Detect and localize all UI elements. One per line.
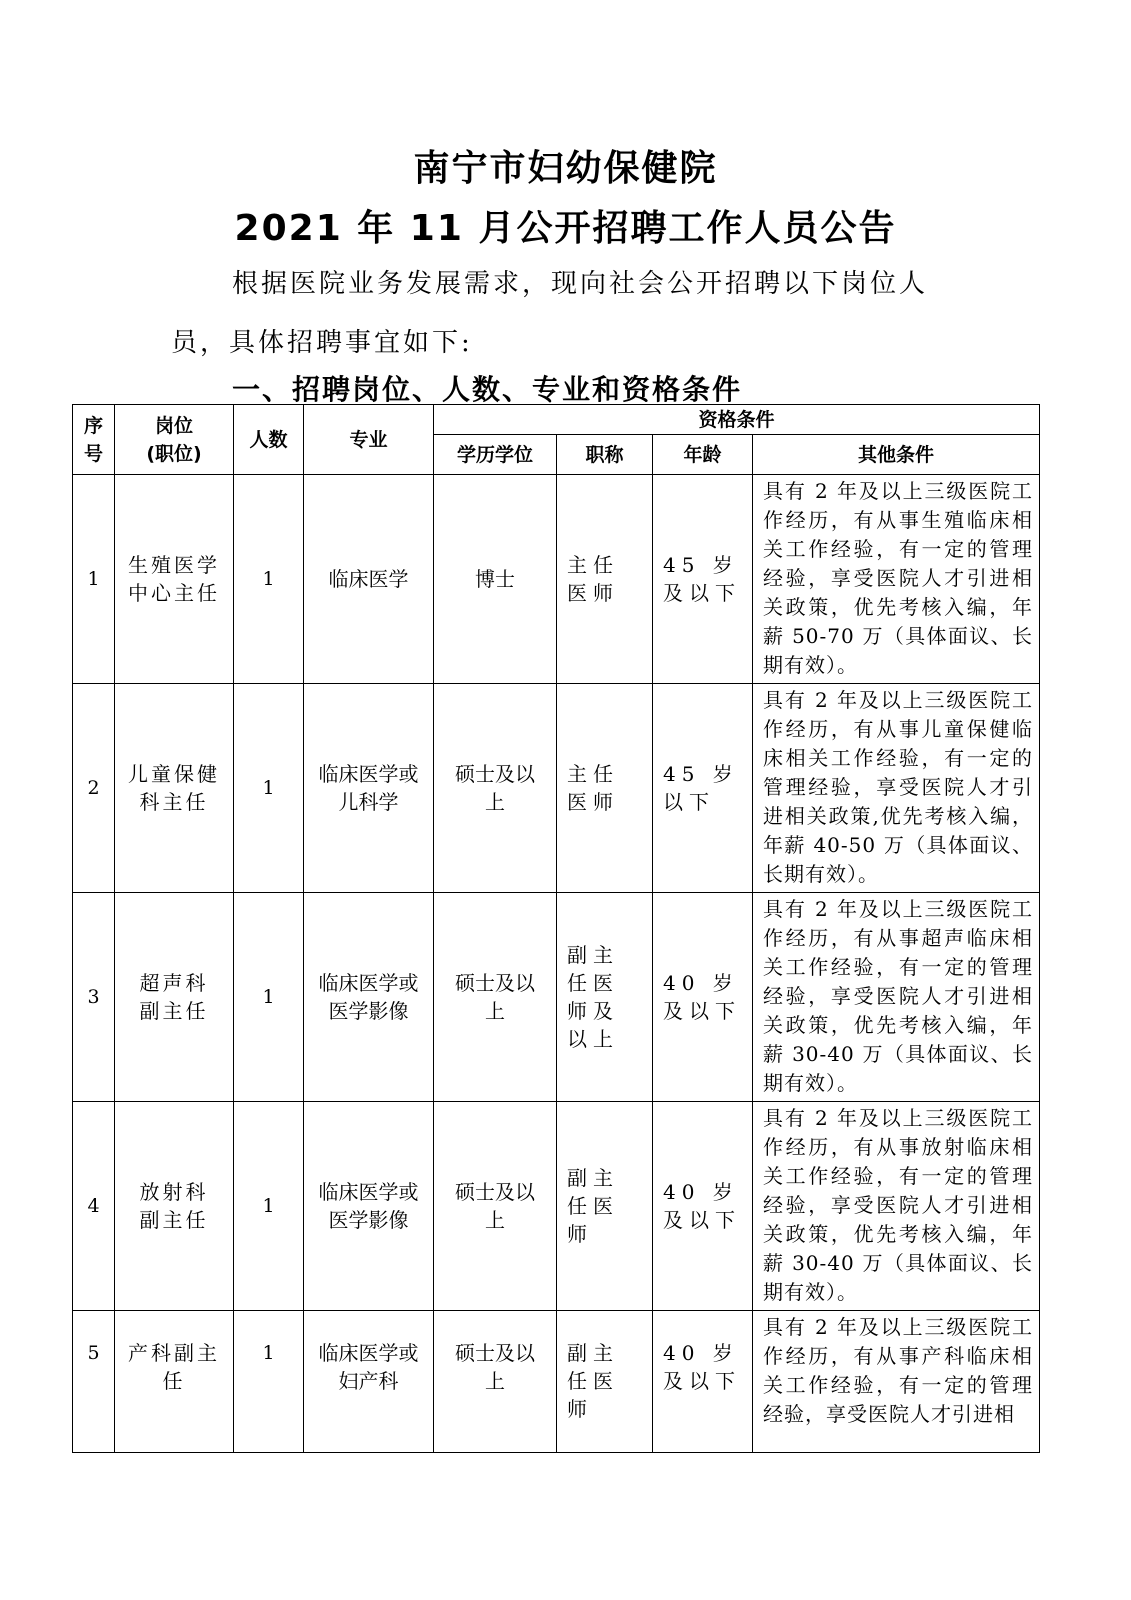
header-education: 学历学位 [434,435,557,475]
header-other: 其他条件 [753,435,1040,475]
cell-education: 硕士及以上 [434,1311,557,1453]
recruitment-table [72,404,1040,1453]
intro-paragraph-line-2: 员，具体招聘事宜如下: [171,328,473,358]
section-heading: 一、招聘岗位、人数、专业和资格条件 [232,373,743,406]
cell-other: 具有 2 年及以上三级医院工作经历，有从事生殖临床相关工作经验，有一定的管理经验，享受医院人才引进相关政策，优先考核入编，年薪 50-70 万（具体面议、长期有效）。 [753,475,1040,684]
cell-major: 临床医学或医学影像 [304,1102,434,1311]
header-qualifications: 资格条件 [434,405,1040,435]
cell-seq: 3 [73,893,115,1102]
intro-paragraph-line-1: 根据医院业务发展需求，现向社会公开招聘以下岗位人 [232,269,929,299]
cell-position: 超声科副主任 [115,893,234,1102]
cell-count: 1 [234,1311,304,1453]
cell-age: 45 岁以下 [653,684,753,893]
document-title: 南宁市妇幼保健院 [413,148,718,189]
cell-count: 1 [234,1102,304,1311]
header-age: 年龄 [653,435,753,475]
cell-count: 1 [234,893,304,1102]
cell-major: 临床医学 [304,475,434,684]
table-row [73,684,1040,893]
cell-title: 副主任医师及以上 [557,893,653,1102]
table-row [73,893,1040,1102]
table-row [73,1102,1040,1311]
cell-age: 40 岁及以下 [653,1311,753,1453]
cell-other: 具有 2 年及以上三级医院工作经历，有从事儿童保健临床相关工作经验，有一定的管理经验，享受医院人才引进相关政策,优先考核入编，年薪 40-50 万（具体面议、长期有效）。 [753,684,1040,893]
table-row [73,1311,1040,1453]
cell-major: 临床医学或妇产科 [304,1311,434,1453]
cell-major: 临床医学或儿科学 [304,684,434,893]
cell-other: 具有 2 年及以上三级医院工作经历，有从事超声临床相关工作经验，有一定的管理经验，享受医院人才引进相关政策，优先考核入编，年薪 30-40 万（具体面议、长期有效）。 [753,893,1040,1102]
cell-position: 产科副主任 [115,1311,234,1453]
cell-position: 放射科副主任 [115,1102,234,1311]
header-count: 人数 [234,405,304,475]
cell-title: 副主任医师 [557,1102,653,1311]
cell-seq: 4 [73,1102,115,1311]
document-subtitle: 2021 年 11 月公开招聘工作人员公告 [234,208,897,249]
header-major: 专业 [304,405,434,475]
cell-position: 生殖医学中心主任 [115,475,234,684]
cell-title: 主任医师 [557,475,653,684]
cell-education: 硕士及以上 [434,893,557,1102]
header-seq: 序号 [73,405,115,475]
header-position: 岗位 (职位) [115,405,234,475]
table-row [73,475,1040,684]
cell-major: 临床医学或医学影像 [304,893,434,1102]
cell-position: 儿童保健科主任 [115,684,234,893]
cell-other: 具有 2 年及以上三级医院工作经历，有从事产科临床相关工作经验，有一定的管理经验，享受医院人才引进相 [753,1311,1040,1453]
cell-seq: 2 [73,684,115,893]
header-title: 职称 [557,435,653,475]
cell-education: 硕士及以上 [434,1102,557,1311]
cell-other: 具有 2 年及以上三级医院工作经历，有从事放射临床相关工作经验，有一定的管理经验，享受医院人才引进相关政策，优先考核入编，年薪 30-40 万（具体面议、长期有效）。 [753,1102,1040,1311]
cell-age: 40 岁及以下 [653,893,753,1102]
cell-education: 硕士及以上 [434,684,557,893]
cell-title: 副主任医师 [557,1311,653,1453]
cell-seq: 5 [73,1311,115,1453]
cell-age: 40 岁及以下 [653,1102,753,1311]
cell-seq: 1 [73,475,115,684]
cell-count: 1 [234,475,304,684]
cell-age: 45 岁及以下 [653,475,753,684]
cell-title: 主任医师 [557,684,653,893]
cell-education: 博士 [434,475,557,684]
cell-count: 1 [234,684,304,893]
